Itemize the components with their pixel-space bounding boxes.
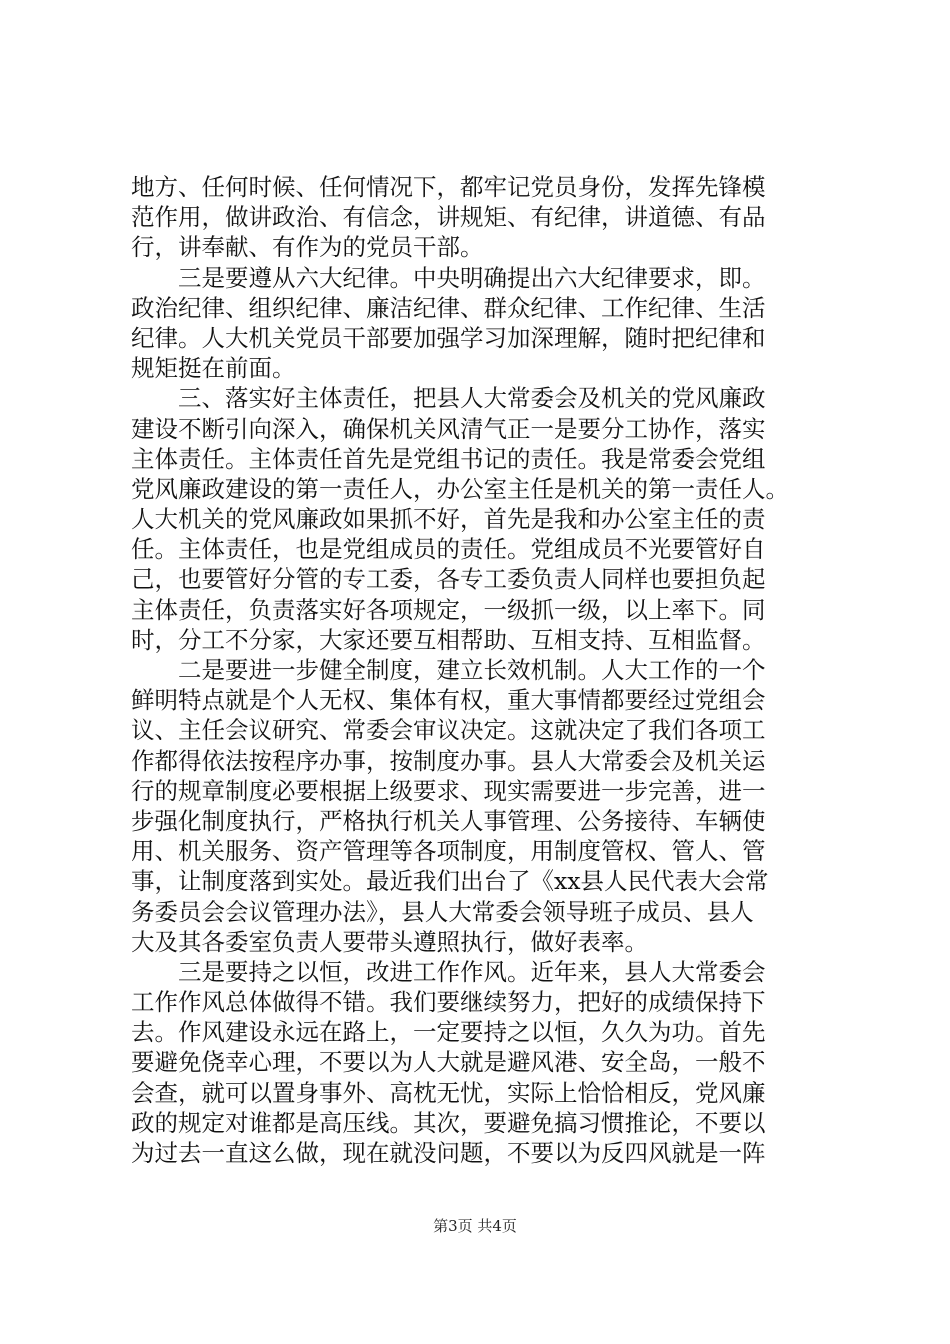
text-line: 行的规章制度必要根据上级要求、现实需要进一步完善，进一 <box>131 776 766 805</box>
text-line: 二是要进一步健全制度，建立长效机制。人大工作的一个 <box>131 656 766 684</box>
text-line: 地方、任何时候、任何情况下，都牢记党员身份，发挥先锋模 <box>131 173 766 201</box>
text-line: 任。主体责任，也是党组成员的责任。党组成员不光要管好自 <box>131 535 766 564</box>
text-line: 政治纪律、组织纪律、廉洁纪律、群众纪律、工作纪律、生活 <box>131 293 766 322</box>
text-line: 主体责任，负责落实好各项规定，一级抓一级，以上率下。同 <box>131 595 766 624</box>
text-line: 纪律。人大机关党员干部要加强学习加深理解，随时把纪律和 <box>131 323 766 352</box>
text-line: 范作用，做讲政治、有信念，讲规矩、有纪律，讲道德、有品 <box>131 203 766 232</box>
text-line: 三是要遵从六大纪律。中央明确提出六大纪律要求，即。 <box>131 263 766 292</box>
text-line: 事，让制度落到实处。最近我们出台了《xx县人民代表大会常 <box>131 867 769 896</box>
text-line: 主体责任。主体责任首先是党组书记的责任。我是常委会党组 <box>131 444 766 473</box>
text-line: 人大机关的党风廉政如果抓不好，首先是我和办公室主任的责 <box>131 505 766 534</box>
text-line: 己，也要管好分管的专工委，各专工委负责人同样也要担负起 <box>131 565 766 594</box>
text-line: 党风廉政建设的第一责任人，办公室主任是机关的第一责任人。 <box>131 474 789 503</box>
text-line: 步强化制度执行，严格执行机关人事管理、公务接待、车辆使 <box>131 806 766 835</box>
text-line: 会查，就可以置身事外、高枕无忧，实际上恰恰相反，党风廉 <box>131 1078 766 1107</box>
text-line: 大及其各委室负责人要带头遵照执行，做好表率。 <box>131 927 648 956</box>
text-line: 务委员会会议管理办法》，县人大常委会领导班子成员、县人 <box>131 897 754 926</box>
text-line: 建设不断引向深入，确保机关风清气正一是要分工协作，落实 <box>131 414 766 443</box>
text-line: 行，讲奉献、有作为的党员干部。 <box>131 233 484 262</box>
text-line: 工作作风总体做得不错。我们要继续努力，把好的成绩保持下 <box>131 988 766 1017</box>
text-line: 政的规定对谁都是高压线。其次，要避免搞习惯推论，不要以 <box>131 1108 766 1137</box>
text-line: 去。作风建设永远在路上，一定要持之以恒，久久为功。首先 <box>131 1018 766 1047</box>
text-line: 用、机关服务、资产管理等各项制度，用制度管权、管人、管 <box>131 837 766 866</box>
text-line: 要避免侥幸心理，不要以为人大就是避风港、安全岛，一般不 <box>131 1048 766 1077</box>
body-text <box>131 172 831 1168</box>
text-line: 作都得依法按程序办事，按制度办事。县人大常委会及机关运 <box>131 746 766 775</box>
text-line: 议、主任会议研究、常委会审议决定。这就决定了我们各项工 <box>131 716 766 745</box>
text-line: 规矩挺在前面。 <box>131 354 296 383</box>
text-line: 时，分工不分家，大家还要互相帮助、互相支持、互相监督。 <box>131 625 766 654</box>
text-line: 为过去一直这么做，现在就没问题，不要以为反四风就是一阵 <box>131 1139 766 1167</box>
text-line: 三、落实好主体责任，把县人大常委会及机关的党风廉政 <box>131 384 766 413</box>
text-line: 三是要持之以恒，改进工作作风。近年来，县人大常委会 <box>131 957 766 986</box>
text-line: 鲜明特点就是个人无权、集体有权，重大事情都要经过党组会 <box>131 686 766 715</box>
page-number-footer: 第3页 共4页 <box>433 1217 517 1235</box>
